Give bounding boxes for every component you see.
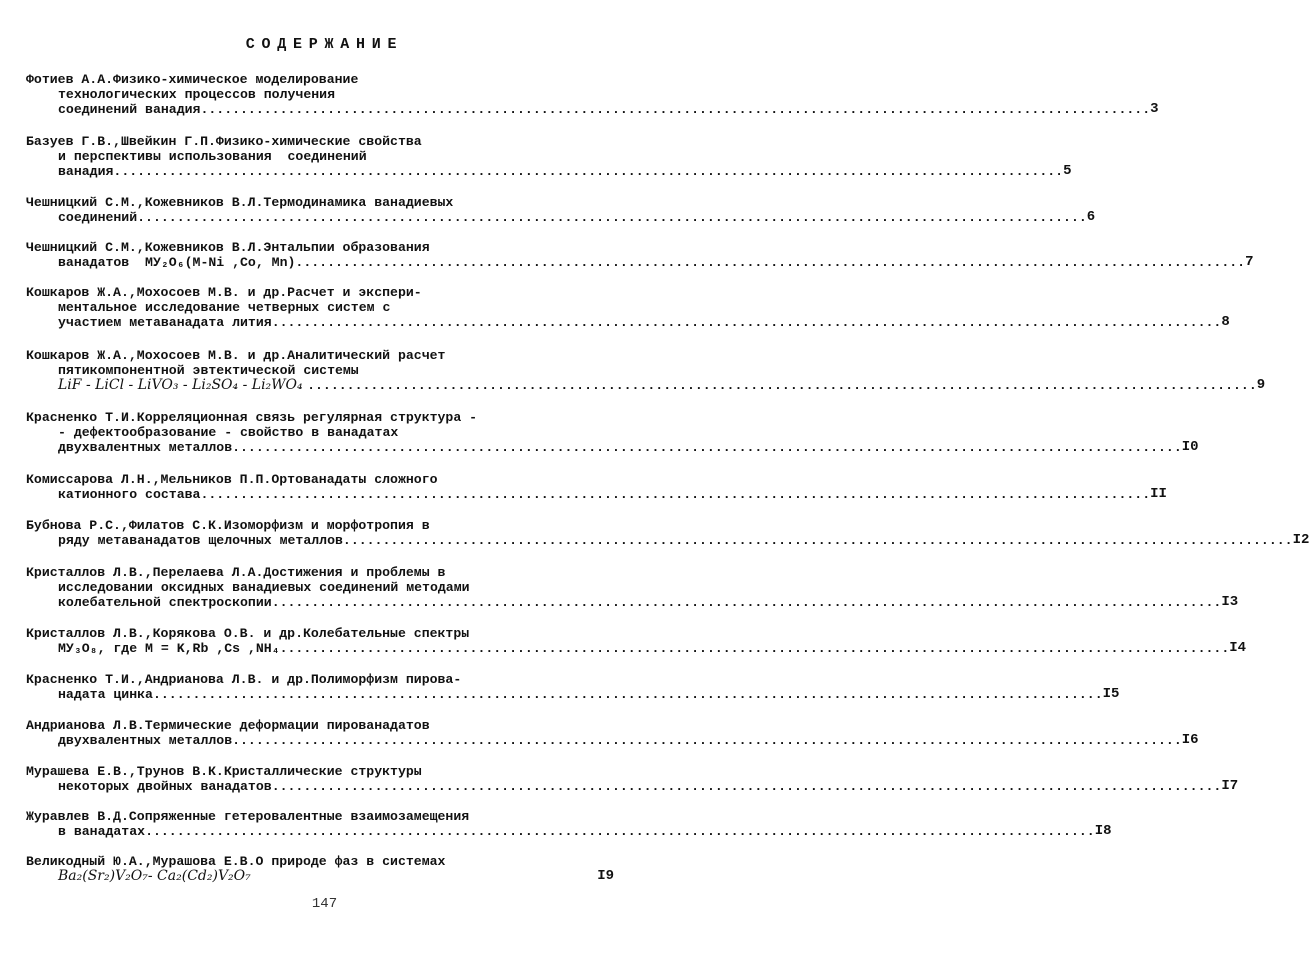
toc-entry-line: Чешницкий С.М.,Кожевников В.Л.Энтальпии образования: [26, 240, 430, 255]
page-number: 147: [311, 896, 338, 912]
toc-page-number: 9: [1256, 377, 1266, 393]
toc-page-number: 8: [1221, 314, 1230, 330]
toc-entry: [26, 518, 1309, 548]
toc-page-number: 5: [1063, 163, 1072, 179]
toc-entry-line: Кристаллов Л.В.,Перелаева Л.А.Достижения и проблемы в: [26, 565, 446, 580]
toc-entry-text: надата цинка: [58, 687, 153, 702]
toc-entry-last-line: [26, 532, 1309, 548]
dot-leader: ........................................................................................................................: [271, 315, 1222, 330]
toc-entry-line: Комиссарова Л.Н.,Мельников П.П.Ортованадаты сложного: [26, 472, 438, 487]
toc-entry: [26, 764, 1239, 794]
toc-page-number: I6: [1181, 732, 1199, 748]
dot-leader: ........................................................................................................................: [232, 733, 1182, 748]
toc-entry-text: двухвалентных металлов: [58, 440, 233, 455]
toc-entry-last-line: [26, 640, 1247, 656]
toc-entry-text: соединений: [58, 210, 138, 225]
toc-page-number: II: [1150, 486, 1167, 502]
toc-page-number: I5: [1102, 686, 1120, 702]
toc-entry-last-line: [26, 486, 1167, 502]
toc-entry-last-line: [26, 254, 1254, 270]
toc-entry-line: Великодный Ю.А.,Мурашова Е.В.О природе фаз в системах: [26, 854, 446, 869]
toc-entry: [26, 718, 1199, 748]
toc-entry: [26, 195, 1096, 225]
dot-leader: ........................................................................................................................: [152, 687, 1103, 702]
toc-entry: [26, 348, 1266, 393]
toc-entry-line: ментальное исследование четверных систем с: [58, 300, 391, 315]
dot-leader: ........................................................................................................................: [271, 595, 1222, 610]
toc-entry-line: и перспективы использования соединений: [58, 149, 367, 164]
toc-entry-text: в ванадатах: [58, 824, 146, 839]
toc-entry-line: Андрианова Л.В.Термические деформации пированадатов: [26, 718, 430, 733]
toc-entry-last-line: [26, 686, 1120, 702]
toc-entry-last-line: [26, 101, 1159, 117]
toc-entry-text: некоторых двойных ванадатов: [58, 779, 272, 794]
toc-entry-last-line: [26, 439, 1199, 455]
toc-page-number: I3: [1221, 594, 1239, 610]
toc-entry-line: пятикомпонентной эвтектической системы: [58, 363, 359, 378]
toc-page-number: I7: [1221, 778, 1239, 794]
dot-leader: ........................................................................................................................: [200, 487, 1151, 502]
toc-page-number: 7: [1245, 254, 1254, 270]
toc-entry: [26, 240, 1254, 270]
toc-entry: [26, 285, 1230, 330]
toc-entry-line: Красненко Т.И.Корреляционная связь регулярная структура -: [26, 410, 478, 425]
toc-entry-text: катионного состава: [58, 487, 201, 502]
toc-entry-text: двухвалентных металлов: [58, 733, 233, 748]
toc-entry-line: Бубнова Р.С.,Филатов С.К.Изоморфизм и морфотропия в: [26, 518, 430, 533]
toc-entry: [26, 72, 1159, 117]
toc-entry-last-line: [26, 732, 1199, 748]
toc-page-number: I9: [597, 868, 614, 884]
dot-leader: ........................................................................................................................: [271, 779, 1222, 794]
dot-leader: ........................................................................................................................: [113, 164, 1064, 179]
toc-entry-text: Ba₂(Sr₂)V₂O₇- Ca₂(Cd₂)V₂O₇: [58, 868, 251, 884]
toc-entry-last-line: [26, 594, 1239, 610]
dot-leader: ........................................................................................................................: [342, 533, 1293, 548]
toc-entry-line: Журавлев В.Д.Сопряженные гетеровалентные взаимозамещения: [26, 809, 470, 824]
toc-entry-line: технологических процессов получения: [58, 87, 335, 102]
toc-entry-last-line: [26, 778, 1239, 794]
toc-entry-text: ванадатов MУ₂O₆(M-Ni ,Co, Mn): [58, 255, 296, 270]
toc-entry-line: Кристаллов Л.В.,Корякова О.В. и др.Колебательные спектры: [26, 626, 470, 641]
toc-entry-last-line: [26, 209, 1096, 225]
toc-entry-line: - дефектообразование - свойство в ванадатах: [58, 425, 399, 440]
toc-entry-last-line: [26, 869, 614, 884]
toc-entry-text: ванадия: [58, 164, 114, 179]
toc-page-number: I0: [1181, 439, 1199, 455]
toc-entry-last-line: [26, 163, 1072, 179]
toc-entry-line: Базуев Г.В.,Швейкин Г.П.Физико-химические свойства: [26, 134, 422, 149]
toc-entry-line: Чешницкий С.М.,Кожевников В.Л.Термодинамика ванадиевых: [26, 195, 454, 210]
toc-entry-text: ряду метаванадатов щелочных металлов: [58, 533, 343, 548]
toc-page-number: 3: [1150, 101, 1159, 117]
toc-page-number: 6: [1086, 209, 1096, 225]
toc-entry-line: исследовании оксидных ванадиевых соединений методами: [58, 580, 470, 595]
toc-entry-line: Кошкаров Ж.А.,Мохосоев М.В. и др.Аналитический расчет: [26, 348, 446, 363]
toc-entry-last-line: [26, 314, 1230, 330]
toc-entry: [26, 809, 1112, 839]
toc-page-number: I8: [1094, 823, 1112, 839]
toc-entry-text: MУ₃O₈, где M = K,Rb ,Cs ,NH₄: [58, 641, 280, 656]
toc-entry-text: участием метаванадата лития: [58, 315, 272, 330]
dot-leader: ........................................................................................................................: [232, 440, 1182, 455]
toc-entry-text: колебательной спектроскопии: [58, 595, 272, 610]
toc-entry: [26, 410, 1199, 455]
toc-entry-text: LiF - LiCl - LiVO₃ - Li₂SO₄ - Li₂WO₄: [58, 377, 308, 393]
toc-entry-last-line: [26, 377, 1266, 393]
toc-page-number: I2: [1292, 532, 1309, 548]
dot-leader: ........................................................................................................................: [145, 824, 1095, 839]
dot-leader: ........................................................................................................................: [200, 102, 1151, 117]
toc-entry-last-line: [26, 823, 1112, 839]
toc-entry-text: соединений ванадия: [58, 102, 201, 117]
toc-entry: [26, 854, 614, 884]
toc-entry-line: Мурашева Е.В.,Трунов В.К.Кристаллические структуры: [26, 764, 422, 779]
dot-leader: ........................................................................................................................: [307, 378, 1257, 393]
toc-entry: [26, 626, 1247, 656]
toc-entry-line: Кошкаров Ж.А.,Мохосоев М.В. и др.Расчет и экспери-: [26, 285, 422, 300]
toc-entry-line: Фотиев А.А.Физико-химическое моделирование: [26, 72, 359, 87]
page-heading: СОДЕРЖАНИЕ: [245, 36, 404, 53]
dot-leader: ........................................................................................................................: [137, 210, 1087, 225]
toc-entry: [26, 134, 1072, 179]
dot-leader: ........................................................................................................................: [295, 255, 1246, 270]
toc-entry: [26, 565, 1239, 610]
toc-page-number: I4: [1229, 640, 1247, 656]
dot-leader: ........................................................................................................................: [279, 641, 1230, 656]
toc-entry: [26, 472, 1167, 502]
toc-entry-line: Красненко Т.И.,Андрианова Л.В. и др.Полиморфизм пирова-: [26, 672, 462, 687]
toc-entry: [26, 672, 1120, 702]
